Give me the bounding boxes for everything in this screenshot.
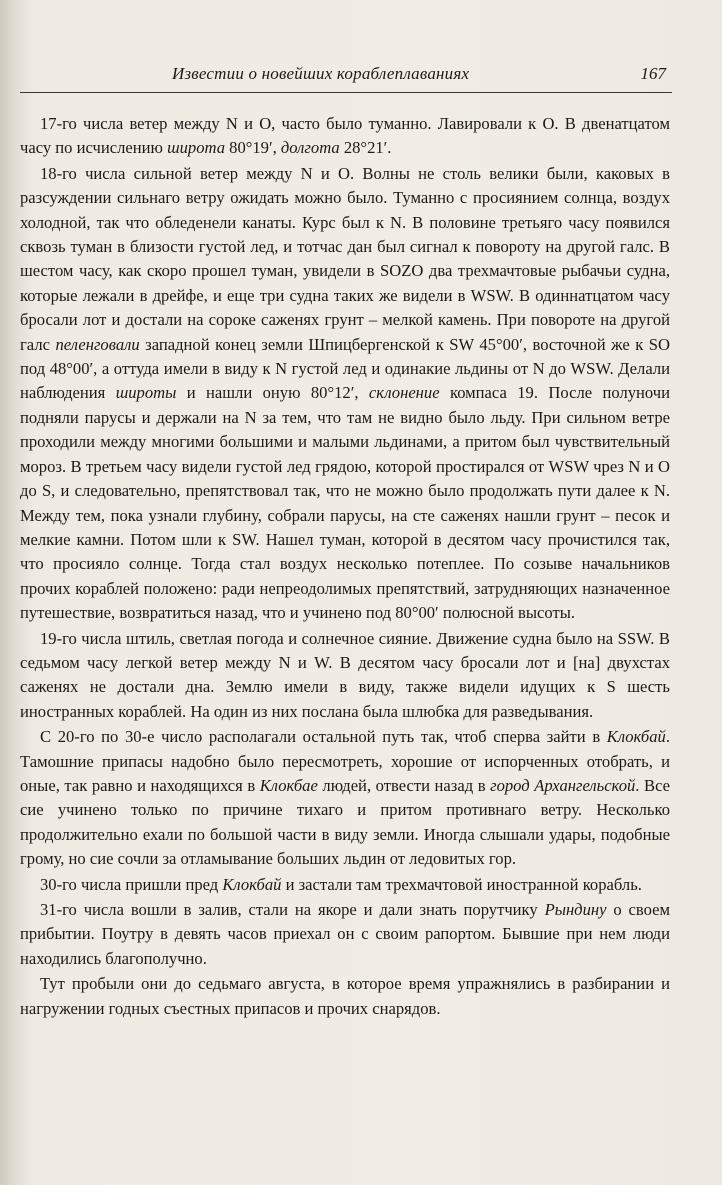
body-text [20, 112, 670, 1021]
text-run: С 20-го по 30-е число располагали остальной путь так, чтоб сперва зайти в [40, 727, 607, 747]
italic-term: склонение [368, 383, 440, 403]
paragraph-20th-30th [20, 725, 670, 871]
italic-term: широты [115, 383, 177, 403]
italic-term: Клокбай [222, 874, 282, 894]
paragraph-17th [20, 112, 670, 161]
italic-term: широта [167, 138, 225, 158]
italic-term: город Архангельской [490, 775, 636, 795]
paragraph-august [20, 972, 670, 1021]
italic-term: Клокбай [606, 727, 666, 747]
italic-term: Рындину [544, 900, 607, 919]
text-run: 80°19′, [225, 138, 281, 158]
text-run: . Все сие учинено только по причине тихаго и притом противнаго ветру. Несколько продолжительно ехали по большой части в виду земли. Иногда слышали удары, подобные грому, но сие сочли за отламывание больших льдин от ледовитых гор. [20, 775, 671, 869]
text-run: и застали там трехмачтовой иностранной корабль. [281, 874, 642, 894]
text-run: 30-го числа пришли пред [40, 874, 223, 894]
text-run: компаса 19. После полуночи подняли парусы и держали на N за тем, что там не видно было льду. При сильном ветре проходили между многими большими и малыми льдинами, а притом был чувствительный мороз. В третьем часу видели густой лед грядою, которой простирался от WSW чрез N и O до S, и следовательно, препятствовал так, что не можно было продолжать пути далее к N. Между тем, пока узнали глубину, собрали парусы, на сте саженях нашли грунт – песок и мелкие камни. Потом шли к SW. Нашел туман, которой в десятом часу прочистился так, что просияло солнце. Тогда стал воздух несколько потеплее. По созыве начальников прочих кораблей положено: ради непреодолимых препятствий, затрудняющих назначенное путешествие, возвратиться назад, что и учинено под 80°00′ полюсной высоты. [20, 383, 671, 623]
text-run: 28°21′. [339, 138, 392, 158]
italic-term: Клокбае [259, 775, 318, 795]
text-run: 18-го числа сильной ветер между N и O. Волны не столь велики были, каковых в разсуждении сильнаго ветру ожидать можно было. Туманно с просиянием солнца, воздух холодной, так что обледенели канаты. Курс был к N. В половине третьяго часу появился сквозь туман в близости густой лед, и тотчас дан был сигнал к повороту на другой галс. В шестом часу, как скоро прошел туман, увидели в SOZO два трехмачтовые рыбачьи судна, которые лежали в дрейфе, и еще три судна таких же видели в WSW. В одиннатцатом часу бросали лот и достали на сороке саженях грунт – мелкой камень. При повороте на другой галс [20, 163, 670, 354]
italic-term: пеленговали [55, 334, 140, 354]
text-run: Тут пробыли они до седьмаго августа, в которое время упражнялись в разбирании и нагружении годных съестных припасов и прочих снарядов. [20, 974, 670, 1018]
page-number: 167 [640, 64, 666, 83]
paragraph-31st [20, 898, 670, 971]
text-run: о своем прибытии. Поутру в девять часов приехал он с своим рапортом. Бывшие при нем люди находились благополучно. [20, 900, 671, 968]
running-header [20, 60, 672, 93]
text-run: 17-го числа ветер между N и O, часто было туманно. Лавировали к O. В двенатцатом часу по исчислению [20, 114, 670, 158]
running-title: Известии о новейших кораблеплаваниях [172, 64, 470, 83]
text-run: 31-го числа вошли в залив, стали на якоре и дали знать порутчику [40, 900, 545, 919]
italic-term: долгота [280, 138, 340, 158]
text-run: и нашли оную 80°12′, [176, 383, 369, 403]
text-run: 19-го числа штиль, светлая погода и солнечное сияние. Движение судна было на SSW. В седьмом часу легкой ветер между N и W. В десятом часу бросали лот и [на] двухстах саженях не достали дна. Землю имели в виду, также видели идущих к S шесть иностранных кораблей. На один из них послана была шлюбка для разведывания. [20, 628, 670, 721]
paragraph-19th [20, 627, 670, 725]
text-run: . Тамошние припасы надобно было пересмотреть, хорошие от испорченных отобрать, и оные, так равно и находящихся в [20, 727, 670, 795]
paragraph-30th [20, 873, 670, 897]
text-run: западной конец земли Шпицбергенской к SW 45°00′, восточной же к SO под 48°00′, а оттуда имели в виду к N густой лед и одинакие льдины от N до WSW. Делали наблюдения [20, 334, 670, 403]
paragraph-18th [20, 162, 670, 626]
text-run: людей, отвести назад в [317, 775, 491, 795]
